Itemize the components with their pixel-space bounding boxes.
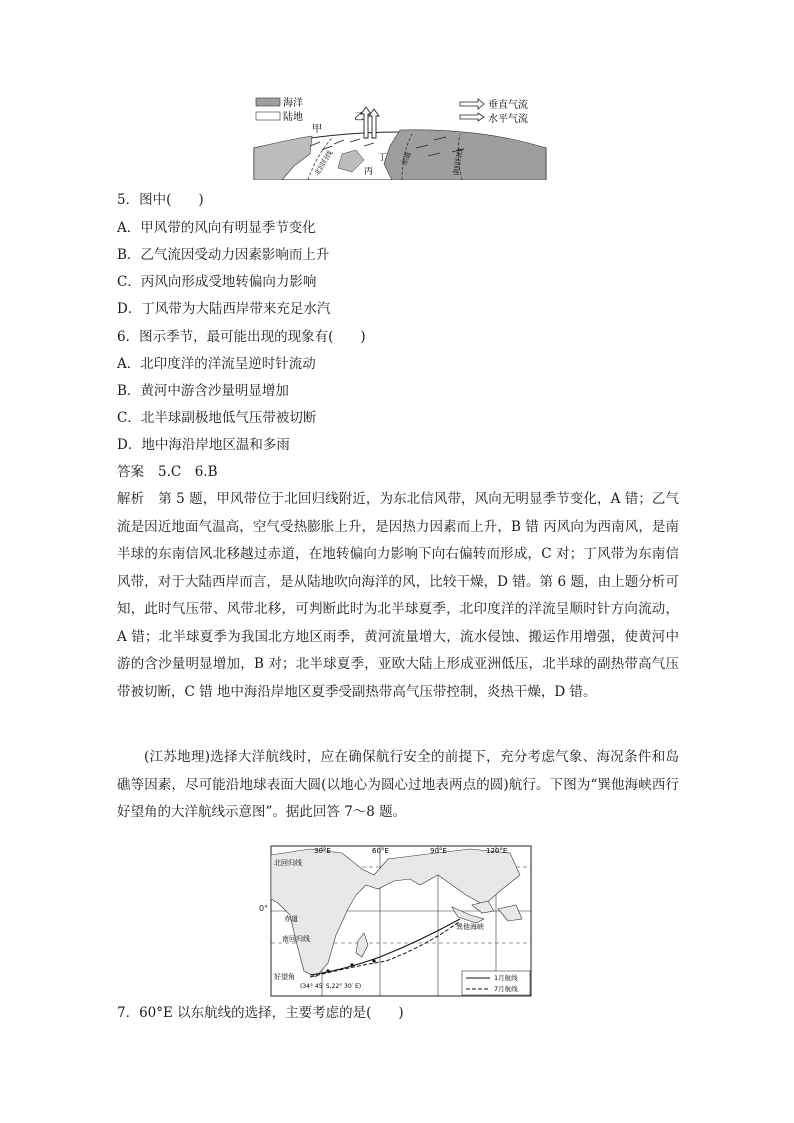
analysis-label: 解析 (117, 491, 145, 507)
map-tropic-south: 南回归线 (282, 935, 310, 943)
label-bing: 丙 (364, 167, 374, 177)
map-cape: 好望角 (274, 973, 295, 981)
analysis-paragraph (117, 486, 679, 706)
label-yi: 乙 (354, 112, 364, 123)
answer-label: 答案 (117, 464, 144, 480)
map-equator: 赤道 (284, 915, 298, 923)
q6-option-b: B．黄河中游含沙量明显增加 (117, 383, 289, 399)
q6-option-c: C．北半球副极地低气压带被切断 (117, 410, 317, 426)
answer-line (117, 462, 218, 482)
lon-120e: 120°E (486, 847, 508, 855)
label-tropic-south: 南回归线 (452, 147, 465, 177)
legend-jan-route: 1月航线 (494, 974, 518, 982)
q5-stem: 5．图中( ) (117, 192, 204, 208)
analysis-text: 第 5 题，甲风带位于北回归线附近，为东北信风带，风向无明显季节变化，A 错；乙气流是因近地面气温高，空气受热膨胀上升，是因热力因素而上升，B 错 丙风向为西南风，是南半球的东南信风北移越过赤道，在地转偏向力影响下向右偏转而形成，C 对；丁风带为东南信风带，对于大陆西岸而言，是从陆地吹向海洋的风，比较干燥，D 错。第 6 题，由上题分析可知，此时气压带、风带北移，可判断此时为北半球夏季，北印度洋的洋流呈顺时针方向流动，A 错；北半球夏季为我国北方地区雨季，黄河流量增大，流水侵蚀、搬运作用增强，使黄河中游的含沙量明显增加，B 对；北半球夏季，亚欧大陆上形成亚洲低压，北半球的副热带高气压带被切断，C 错 地中海沿岸地区夏季受副热带高气压带控制，炎热干燥，D 错。 (117, 491, 680, 700)
label-jia: 甲 (312, 124, 322, 135)
q5-option-b: B．乙气流因受动力因素影响而上升 (117, 247, 330, 263)
q6-option-a: A．北印度洋的洋流呈逆时针流动 (117, 356, 316, 372)
answer-value: 5.C 6.B (158, 464, 218, 480)
legend-horizontal-flow: 水平气流 (488, 114, 528, 125)
lon-60e: 60°E (372, 847, 389, 855)
intro-paragraph: (江苏地理)选择大洋航线时，应在确保航行安全的前提下，充分考虑气象、海况条件和岛礁等因素，尽可能沿地球表面大圆(以地心为圆心过地表两点的圆)航行。下图为“巽他海峡西行好望角的大洋航线示意图”。据此回答 7～8 题。 (117, 749, 679, 820)
map-lat-zero: 0° (259, 904, 269, 913)
q7-stem: 7．60°E 以东航线的选择，主要考虑的是( ) (117, 1005, 404, 1021)
legend-land: 陆地 (283, 112, 303, 123)
legend-vertical-flow: 垂直气流 (488, 100, 528, 111)
q5-option-d: D．丁风带为大陆西岸带来充足水汽 (117, 301, 331, 317)
map-tropic-north: 北回归线 (274, 859, 302, 867)
lon-90e: 90°E (430, 847, 447, 855)
legend-jul-route: 7月航线 (494, 985, 518, 993)
map-cape-coord: (34° 45′ S,22° 30′ E) (300, 983, 362, 990)
q5-option-a: A．甲风带的风向有明显季节变化 (117, 220, 316, 236)
q5-option-c: C．丙风向形成受地转偏向力影响 (117, 274, 317, 290)
legend-ocean: 海洋 (283, 98, 303, 109)
q6-stem: 6．图示季节，最可能出现的现象有( ) (117, 329, 366, 345)
label-equator: 赤道 (400, 150, 413, 167)
label-tropic-north: 北回归线 (312, 149, 335, 178)
lon-30e: 30°E (314, 847, 331, 855)
ocean-route-map (270, 845, 532, 997)
circulation-diagram (252, 94, 548, 180)
q6-option-d: D．地中海沿岸地区温和多雨 (117, 437, 290, 453)
label-ding: 丁 (378, 153, 388, 163)
map-sunda: 巽他海峡 (456, 923, 484, 931)
